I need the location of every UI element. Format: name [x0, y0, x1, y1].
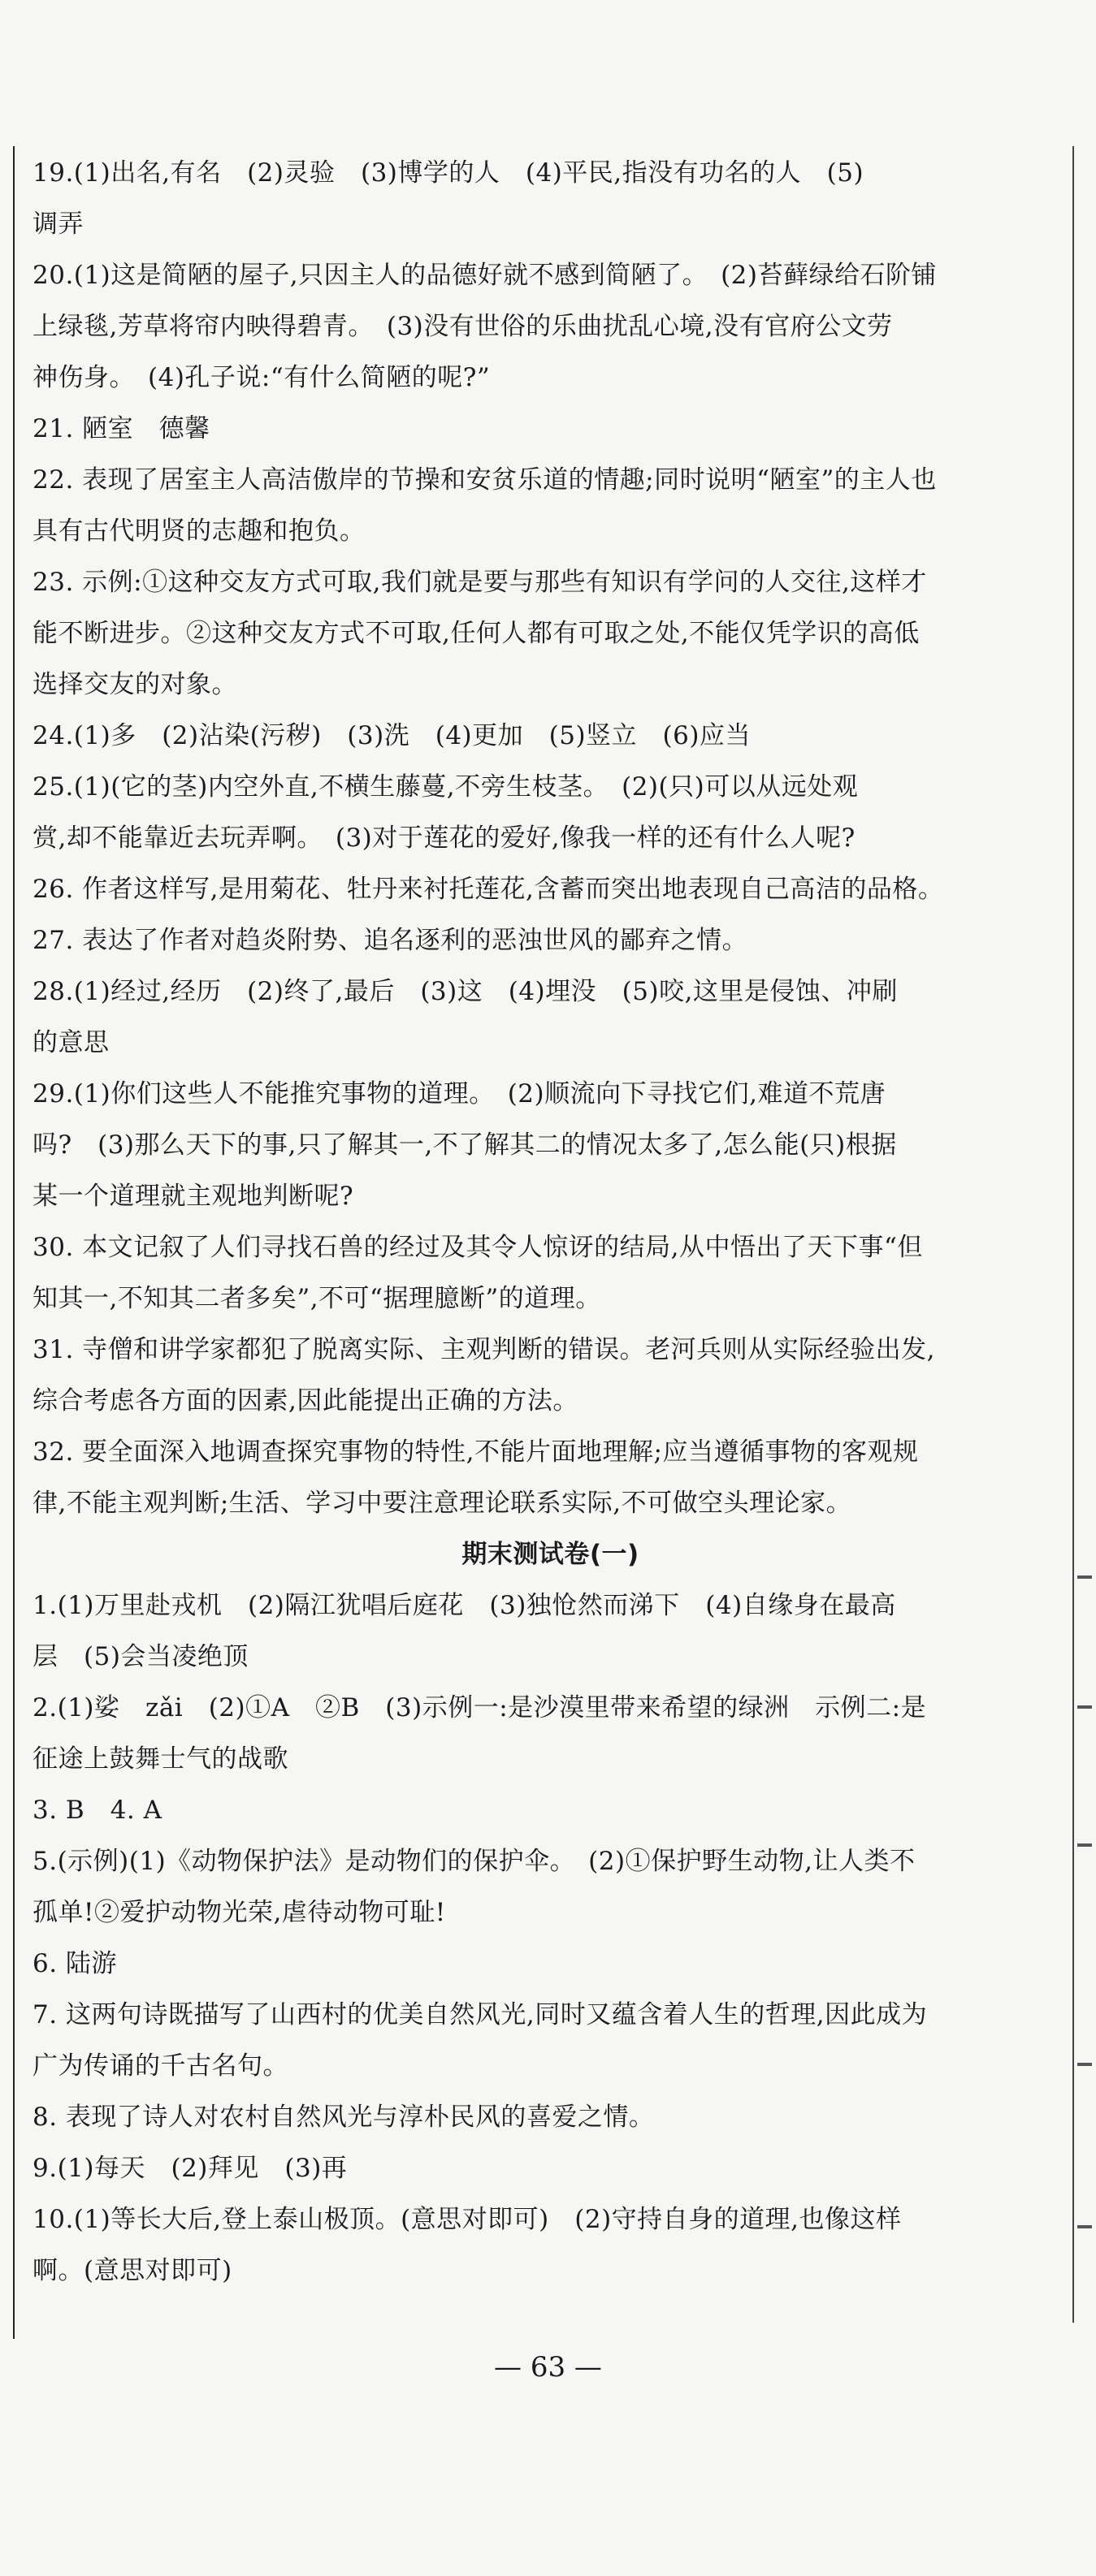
answer-line: 赏,却不能靠近去玩弄啊。 (3)对于莲花的爱好,像我一样的还有什么人呢? — [32, 823, 856, 853]
edge-mark — [1077, 1575, 1092, 1579]
answer-line: 3. B 4. A — [32, 1796, 162, 1825]
answer-line: 调弄 — [32, 210, 84, 239]
answer-line: 综合考虑各方面的因素,因此能提出正确的方法。 — [32, 1386, 578, 1416]
answer-line: 的意思 — [32, 1028, 110, 1057]
answer-line: 层 (5)会当凌绝顶 — [32, 1642, 249, 1671]
answer-line: 2.(1)娑 zǎi (2)①A ②B (3)示例一:是沙漠里带来希望的绿洲 示例二:是 — [32, 1693, 927, 1722]
answer-line: 10.(1)等长大后,登上泰山极顶。(意思对即可) (2)守持自身的道理,也像这样 — [32, 2205, 902, 2234]
answer-line: 具有古代明贤的志趣和抱负。 — [32, 516, 366, 546]
answer-line: 选择交友的对象。 — [32, 670, 237, 699]
answer-line: 27. 表达了作者对趋炎附势、追名逐利的恶浊世风的鄙弃之情。 — [32, 926, 748, 955]
answer-line: 31. 寺僧和讲学家都犯了脱离实际、主观判断的错误。老河兵则从实际经验出发, — [32, 1335, 936, 1364]
answer-line: 神伤身。 (4)孔子说:“有什么简陋的呢?” — [32, 363, 491, 392]
page-number: — 63 — — [494, 2351, 602, 2384]
answer-line: 5.(示例)(1)《动物保护法》是动物们的保护伞。 (2)①保护野生动物,让人类不 — [32, 1847, 916, 1876]
answer-line: 某一个道理就主观地判断呢? — [32, 1182, 354, 1211]
answer-line: 25.(1)(它的茎)内空外直,不横生藤蔓,不旁生枝茎。 (2)(只)可以从远处观 — [32, 772, 859, 802]
left-margin-rule — [13, 146, 15, 2339]
answer-line: 21. 陋室 德馨 — [32, 414, 210, 443]
edge-mark — [1077, 2063, 1092, 2066]
answer-line: 8. 表现了诗人对农村自然风光与淳朴民风的喜爱之情。 — [32, 2103, 655, 2132]
answer-line: 19.(1)出名,有名 (2)灵验 (3)博学的人 (4)平民,指没有功名的人 (5) — [32, 158, 864, 188]
answer-line: 律,不能主观判断;生活、学习中要注意理论联系实际,不可做空头理论家。 — [32, 1489, 852, 1518]
answer-line: 能不断进步。②这种交友方式不可取,任何人都有可取之处,不能仅凭学识的高低 — [32, 619, 920, 648]
answer-line: 23. 示例:①这种交友方式可取,我们就是要与那些有知识有学问的人交往,这样才 — [32, 568, 927, 597]
answer-line: 9.(1)每天 (2)拜见 (3)再 — [32, 2154, 348, 2183]
answer-line: 上绿毯,芳草将帘内映得碧青。 (3)没有世俗的乐曲扰乱心境,没有官府公文劳 — [32, 312, 893, 341]
answer-content — [32, 148, 1068, 2297]
section-title: 期末测试卷(一) — [461, 1540, 639, 1569]
answer-line: 26. 作者这样写,是用菊花、牡丹来衬托莲花,含蓄而突出地表现自己高洁的品格。 — [32, 875, 944, 904]
answer-line: 32. 要全面深入地调查探究事物的特性,不能片面地理解;应当遵循事物的客观规 — [32, 1437, 919, 1467]
edge-mark — [1077, 2225, 1092, 2228]
answer-line: 20.(1)这是简陋的屋子,只因主人的品德好就不感到简陋了。 (2)苔藓绿给石阶铺 — [32, 261, 937, 290]
answer-line: 吗? (3)那么天下的事,只了解其一,不了解其二的情况太多了,怎么能(只)根据 — [32, 1130, 897, 1160]
answer-line: 征途上鼓舞士气的战歌 — [32, 1744, 288, 1774]
answer-line: 22. 表现了居室主人高洁傲岸的节操和安贫乐道的情趣;同时说明“陋室”的主人也 — [32, 465, 937, 495]
answer-line: 29.(1)你们这些人不能推究事物的道理。 (2)顺流向下寻找它们,难道不荒唐 — [32, 1079, 886, 1109]
answer-line: 知其一,不知其二者多矣”,不可“据理臆断”的道理。 — [32, 1284, 601, 1313]
answer-line: 孤单!②爱护动物光荣,虐待动物可耻! — [32, 1898, 446, 1927]
answer-line: 24.(1)多 (2)沾染(污秽) (3)洗 (4)更加 (5)竖立 (6)应当 — [32, 721, 751, 750]
edge-mark — [1077, 1843, 1092, 1847]
answer-line: 6. 陆游 — [32, 1949, 117, 1978]
right-margin-rule — [1072, 146, 1074, 2323]
answer-line: 28.(1)经过,经历 (2)终了,最后 (3)这 (4)埋没 (5)咬,这里是侵蚀、冲刷 — [32, 977, 898, 1006]
answer-line: 广为传诵的千古名句。 — [32, 2051, 288, 2081]
answer-line: 7. 这两句诗既描写了山西村的优美自然风光,同时又蕴含着人生的哲理,因此成为 — [32, 2000, 928, 2029]
answer-line: 30. 本文记叙了人们寻找石兽的经过及其令人惊讶的结局,从中悟出了天下事“但 — [32, 1233, 923, 1262]
edge-mark — [1077, 1705, 1092, 1709]
answer-line: 啊。(意思对即可) — [32, 2256, 232, 2285]
answer-line: 1.(1)万里赴戎机 (2)隔江犹唱后庭花 (3)独怆然而涕下 (4)自缘身在最高 — [32, 1591, 896, 1620]
